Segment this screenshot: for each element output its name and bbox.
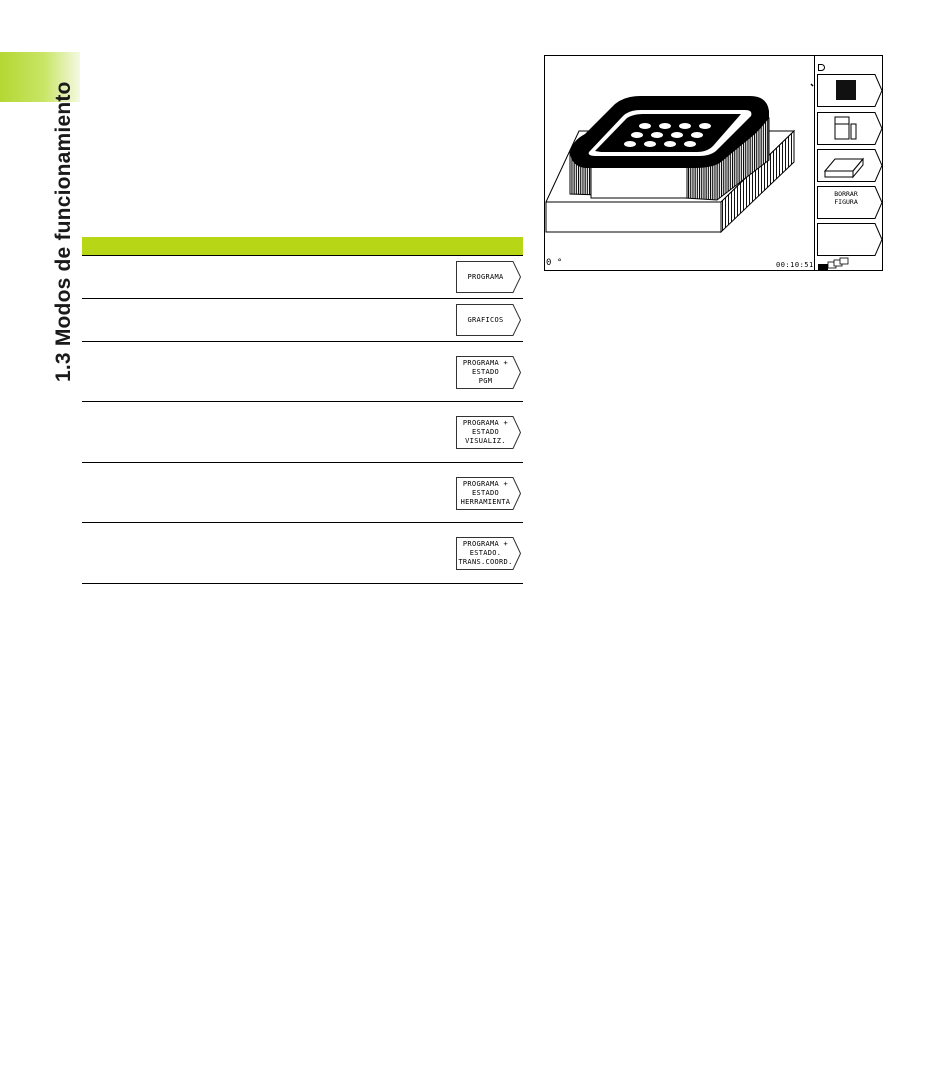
table-row — [82, 342, 523, 402]
filled-square-icon — [836, 80, 856, 100]
softkey-label: BORRAR FIGURA — [834, 190, 858, 206]
softkey-label: PROGRAMA — [467, 272, 504, 281]
screen-softkey-split-view[interactable] — [817, 112, 883, 145]
screen-divider — [814, 56, 815, 270]
softkey-label: GRAFICOS — [467, 315, 504, 324]
softkey-programa-estado-pgm[interactable] — [456, 356, 521, 389]
view-angle: 0 ° — [546, 258, 563, 268]
screen-softkey-borrar-figura[interactable] — [817, 186, 883, 219]
softkey-programa-estado-herramienta[interactable] — [456, 477, 521, 510]
split-view-icon — [817, 112, 883, 145]
softkey-label: PROGRAMA + ESTADO PGM — [462, 359, 509, 385]
table-row — [82, 463, 523, 523]
control-screen — [544, 55, 883, 271]
softkey-graficos[interactable] — [456, 304, 521, 336]
table-header — [82, 237, 523, 256]
softkey-table — [82, 237, 523, 584]
softkey-label: PROGRAMA + ESTADO. TRANS.COORD. — [458, 540, 513, 566]
softkey-programa-estado-visualiz[interactable] — [456, 416, 521, 449]
table-row — [82, 402, 523, 463]
softkey-row-indicator-icon — [818, 257, 858, 271]
table-row — [82, 523, 523, 584]
softkey-label: PROGRAMA + ESTADO VISUALIZ. — [462, 419, 509, 445]
screen-softkey-view[interactable] — [817, 74, 883, 107]
workpiece-3d-graphic — [545, 56, 814, 270]
machining-time: 00:10:51 — [776, 261, 814, 269]
softkey-programa[interactable] — [456, 261, 521, 293]
softkey-programa-estado-trans-coord[interactable] — [456, 537, 521, 570]
screen-softkey-empty[interactable] — [817, 223, 883, 256]
screen-softkey-3d[interactable] — [817, 149, 883, 182]
3d-block-icon — [817, 149, 883, 182]
softkey-label: PROGRAMA + ESTADO HERRAMIENTA — [460, 480, 511, 506]
pointer-icon — [818, 64, 825, 71]
table-row — [82, 299, 523, 342]
table-row — [82, 256, 523, 299]
section-title: 1.3 Modos de funcionamiento — [52, 81, 75, 382]
